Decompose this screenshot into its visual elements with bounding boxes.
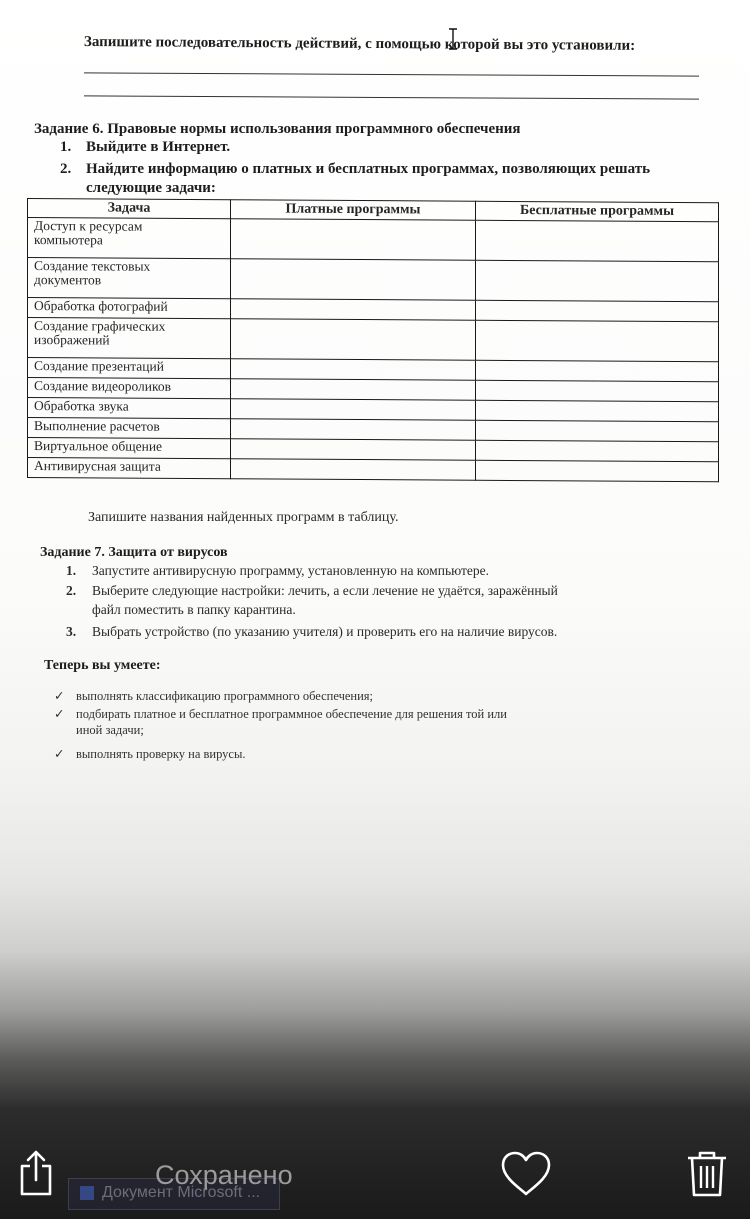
table-row	[28, 258, 719, 302]
answer-line-1	[84, 72, 699, 76]
skill-text: выполнять классификацию программного обеспечения;	[76, 689, 374, 703]
photo-toolbar	[0, 1130, 750, 1219]
skill-item	[54, 746, 246, 762]
trash-icon[interactable]	[686, 1150, 728, 1198]
task-cell: Создание видеороликов	[28, 378, 231, 399]
step-number: 2.	[66, 583, 77, 598]
step-text: Выберите следующие настройки: лечить, а если лечение не удаётся, заражённый	[92, 583, 558, 598]
task7-step-1	[66, 563, 489, 579]
step-text: Найдите информацию о платных и бесплатных программах, позволяющих решать	[86, 161, 651, 177]
check-icon: ✓	[54, 707, 65, 721]
paid-cell	[231, 319, 476, 360]
task-cell: Обработка звука	[28, 398, 231, 419]
free-cell	[476, 380, 719, 401]
check-icon: ✓	[54, 689, 65, 703]
free-cell	[476, 260, 719, 301]
free-cell	[476, 360, 719, 381]
share-icon[interactable]	[18, 1150, 54, 1196]
taskbar-window-label: Документ Microsoft ...	[102, 1184, 261, 1201]
task-cell: Создание графических изображений	[28, 318, 231, 359]
task7-step-2	[66, 583, 558, 599]
task7-step-2-cont: файл поместить в папку карантина.	[92, 602, 296, 617]
free-cell	[476, 300, 719, 321]
column-header-task: Задача	[28, 199, 231, 219]
task7-title: Задание 7. Защита от вирусов	[40, 545, 228, 560]
task-cell: Обработка фотографий	[28, 298, 231, 319]
skills-title: Теперь вы умеете:	[44, 658, 161, 673]
task-cell: Создание презентаций	[28, 358, 231, 379]
free-cell	[476, 220, 719, 261]
top-prompt: Запишите последовательность действий, с помощью которой вы это установили:	[83, 34, 636, 54]
column-header-paid: Платные программы	[231, 200, 476, 220]
check-icon: ✓	[54, 747, 65, 761]
task6-step-2-cont: следующие задачи:	[86, 180, 216, 196]
task-cell: Создание текстовых документов	[28, 258, 231, 299]
free-cell	[476, 420, 719, 441]
task7-step-3	[66, 624, 557, 640]
task6-note: Запишите названия найденных программ в таблицу.	[88, 510, 399, 525]
answer-line-2	[84, 95, 699, 99]
free-cell	[476, 440, 719, 461]
paid-cell	[231, 219, 476, 260]
step-number: 3.	[66, 624, 77, 639]
heart-icon[interactable]	[499, 1150, 553, 1198]
task-cell: Выполнение расчетов	[28, 418, 231, 439]
step-text: Выбрать устройство (по указанию учителя) и проверить его на наличие вирусов.	[92, 624, 558, 639]
paid-cell	[231, 259, 476, 300]
step-number: 2.	[60, 161, 72, 177]
step-text: Выйдите в Интернет.	[86, 139, 231, 155]
table-row	[28, 218, 719, 262]
free-cell	[476, 460, 719, 481]
column-header-free: Бесплатные программы	[476, 201, 719, 221]
free-cell	[476, 400, 719, 421]
table-row	[28, 458, 719, 482]
skill-text: выполнять проверку на вирусы.	[76, 747, 246, 761]
skill-item	[54, 706, 507, 722]
skill-item-cont: иной задачи;	[76, 723, 144, 737]
paid-cell	[231, 379, 476, 400]
step-number: 1.	[60, 139, 72, 155]
paid-cell	[231, 399, 476, 420]
task-cell: Антивирусная защита	[28, 458, 231, 479]
table-row	[28, 318, 719, 362]
step-number: 1.	[66, 563, 77, 578]
paid-cell	[231, 419, 476, 440]
task6-step-1	[60, 139, 230, 156]
paid-cell	[231, 359, 476, 380]
paid-cell	[231, 459, 476, 480]
programs-table	[27, 198, 719, 482]
task6-title: Задание 6. Правовые нормы использования программного обеспечения	[34, 121, 521, 137]
task-cell: Виртуальное общение	[28, 438, 231, 459]
free-cell	[476, 320, 719, 361]
task-cell: Доступ к ресурсам компьютера	[28, 218, 231, 259]
paid-cell	[231, 299, 476, 320]
step-text: Запустите антивирусную программу, установленную на компьютере.	[92, 563, 490, 578]
skill-text: подбирать платное и бесплатное программное обеспечение для решения той или	[76, 707, 507, 721]
task6-step-2	[60, 161, 650, 178]
saved-status-label: Сохранено	[155, 1160, 293, 1190]
skill-item	[54, 688, 373, 704]
text-cursor-icon	[447, 28, 459, 50]
paid-cell	[231, 439, 476, 460]
